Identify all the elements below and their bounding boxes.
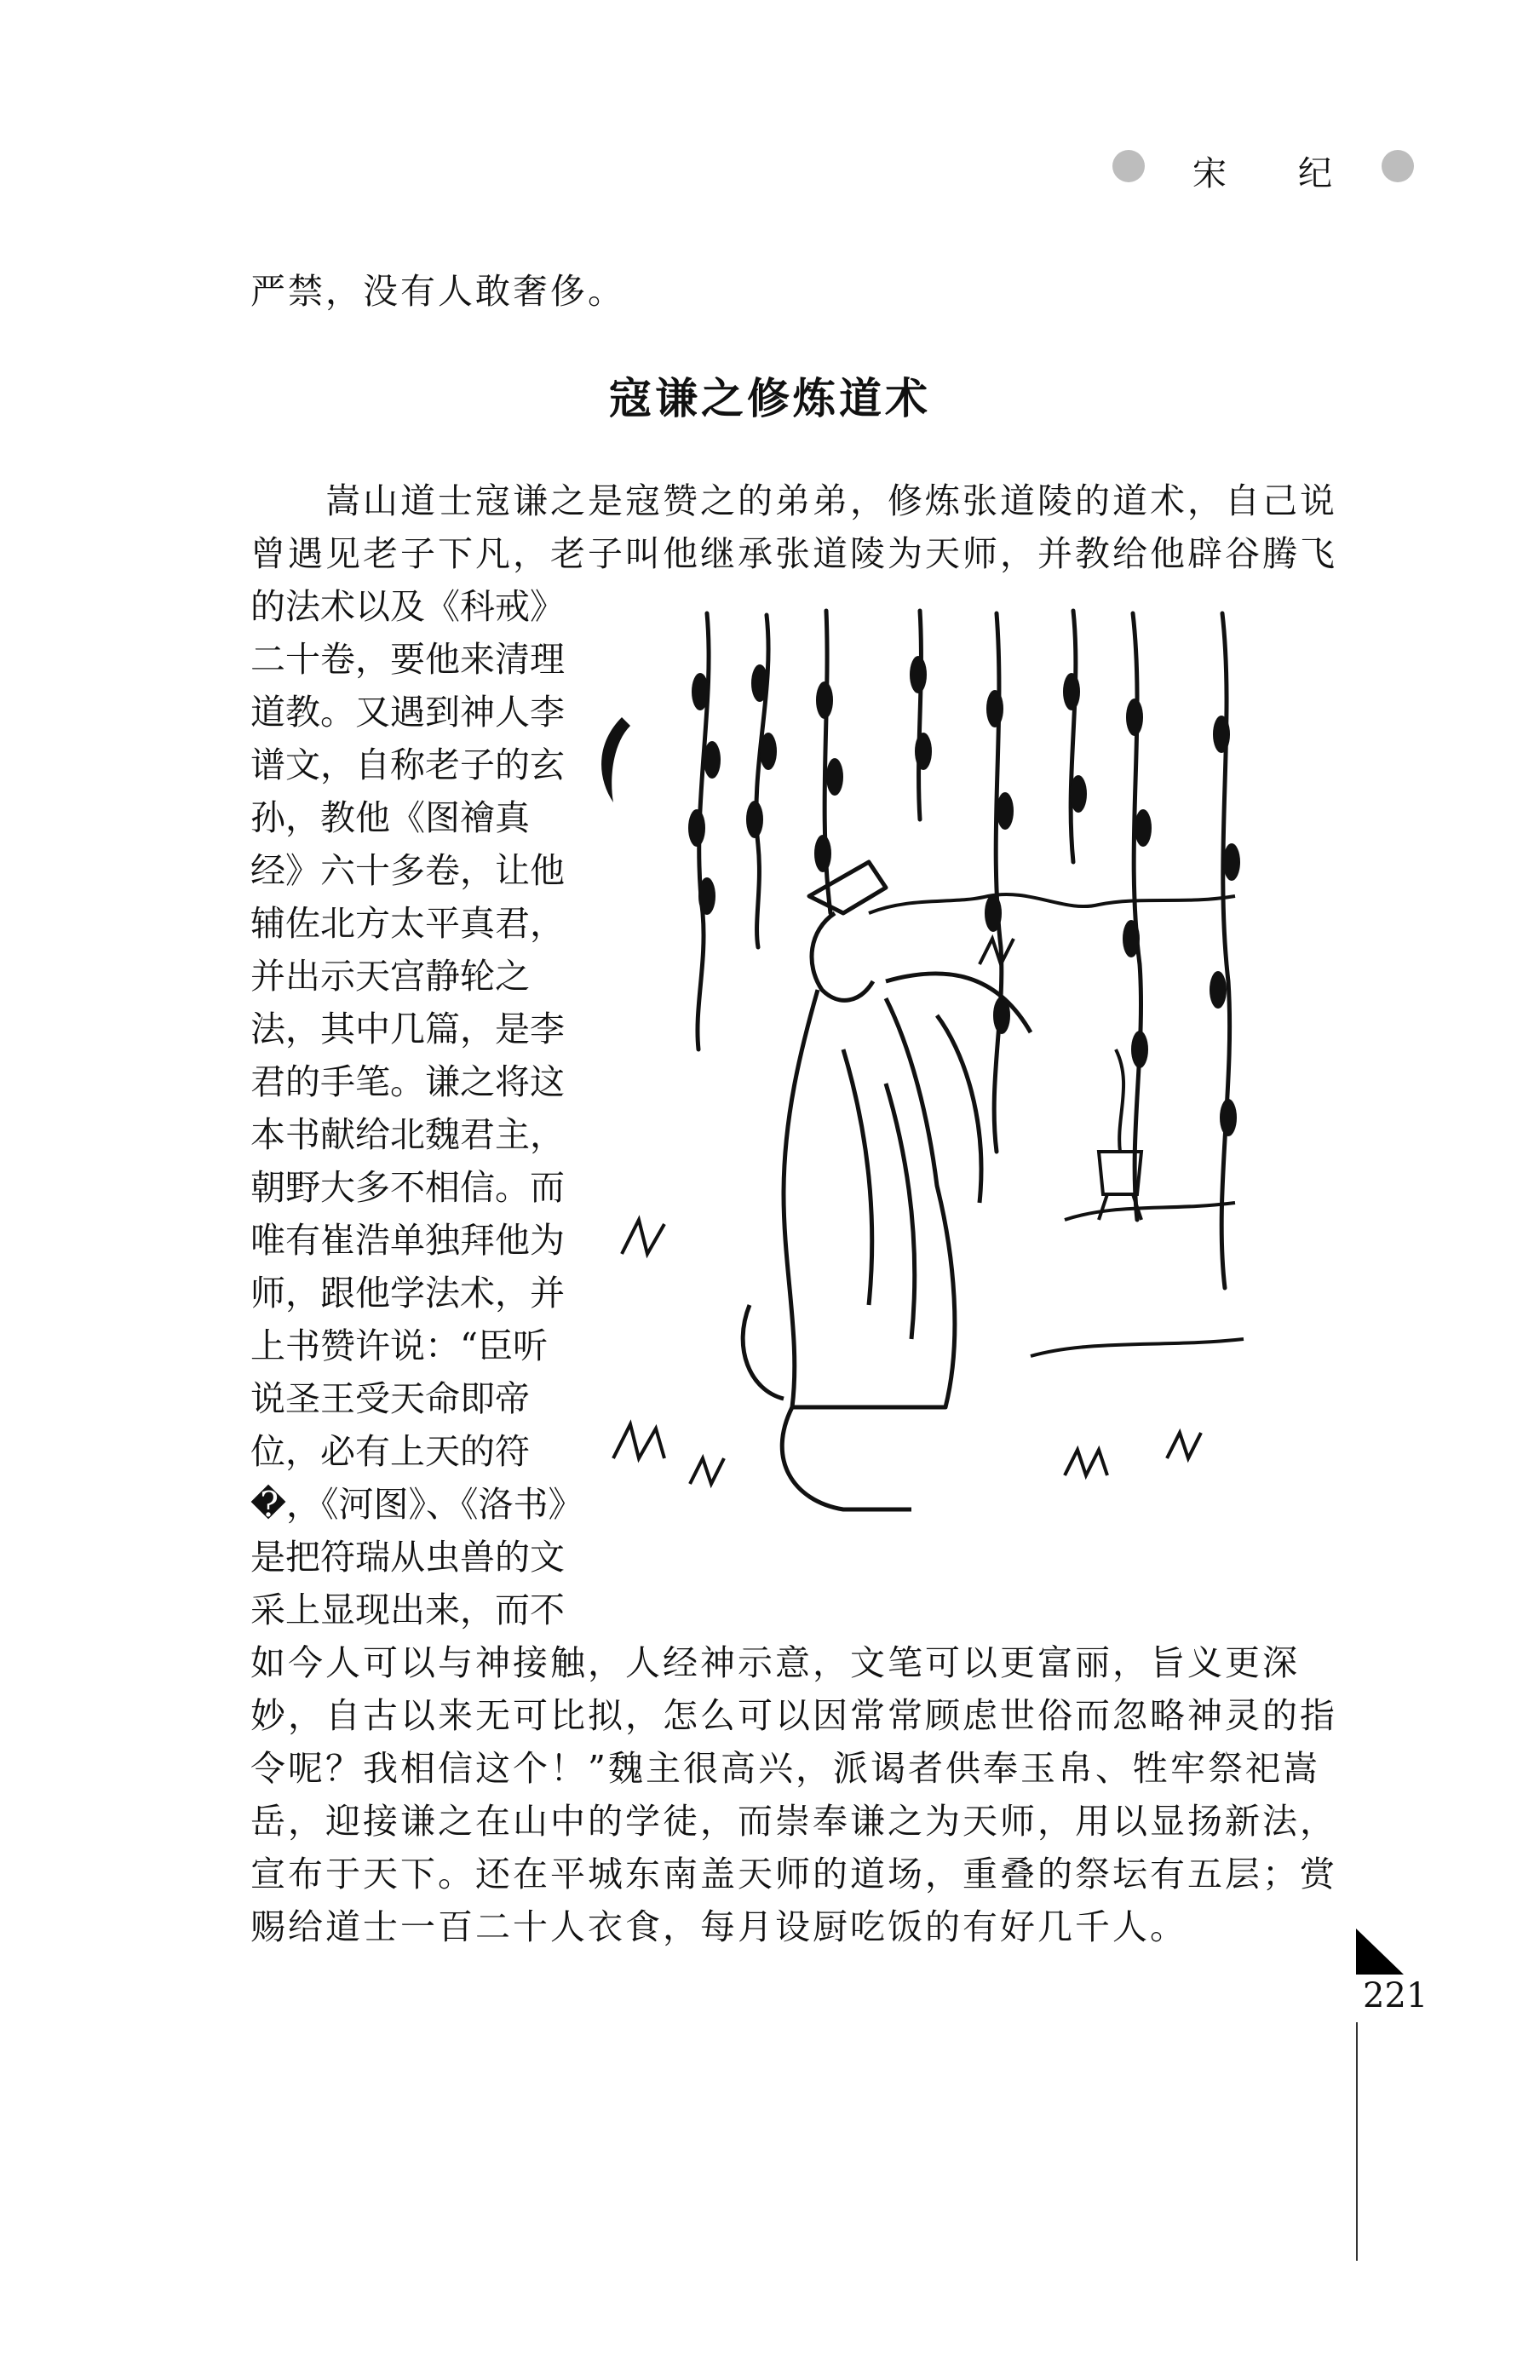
narrow-line: 经》六十多卷，让他 bbox=[250, 850, 565, 891]
crescent-moon bbox=[601, 717, 630, 802]
narrow-line: 朝野大多不相信。而 bbox=[250, 1167, 565, 1208]
page-corner-marker bbox=[1356, 1929, 1404, 1975]
body-line: 如今人可以与神接触，人经神示意，文笔可以更富丽，旨义更深 bbox=[250, 1642, 1300, 1683]
narrow-line: 法，其中几篇，是李 bbox=[250, 1009, 565, 1049]
narrow-line: 说圣王受天命即帝 bbox=[250, 1378, 530, 1419]
running-header bbox=[0, 141, 1540, 193]
narrow-line: �，《河图》、《洛书》 bbox=[250, 1484, 583, 1525]
top-line: 严禁，没有人敢奢侈。 bbox=[250, 271, 625, 312]
narrow-line: 的法术以及《科戒》 bbox=[250, 586, 565, 627]
narrow-line: 唯有崔浩单独拜他为 bbox=[250, 1220, 565, 1261]
narrow-line: 孙，教他《图禬真 bbox=[250, 797, 530, 838]
figure bbox=[743, 862, 1031, 1509]
margin-rule bbox=[1356, 2022, 1358, 2261]
narrow-line: 上书赞许说：“臣听 bbox=[250, 1325, 548, 1366]
body-line: 赐给道士一百二十人衣食，每月设厨吃饭的有好几千人。 bbox=[250, 1906, 1187, 1947]
narrow-line: 本书献给北魏君主， bbox=[250, 1114, 565, 1155]
narrow-line: 位，必有上天的符 bbox=[250, 1431, 530, 1472]
page-number: 221 bbox=[1363, 1976, 1428, 2015]
header-dot-left bbox=[1112, 150, 1145, 182]
body-line: 岳，迎接谦之在山中的学徒，而崇奉谦之为天师，用以显扬新法， bbox=[250, 1801, 1337, 1842]
body-line: 曾遇见老子下凡，老子叫他继承张道陵为天师，并教给他辟谷腾飞 bbox=[250, 533, 1337, 574]
body-line: 妙，自古以来无可比拟，怎么可以因常常顾虑世俗而忽略神灵的指 bbox=[250, 1695, 1337, 1736]
willow-branches bbox=[698, 611, 1230, 1288]
header-char-1: 宋 bbox=[1192, 154, 1227, 193]
header-char-2: 纪 bbox=[1298, 154, 1332, 193]
narrow-line: 谱文，自称老子的玄 bbox=[250, 744, 565, 785]
narrow-line: 君的手笔。谦之将这 bbox=[250, 1061, 565, 1102]
narrow-line: 并出示天宫静轮之 bbox=[250, 956, 530, 997]
section-title: 寇谦之修炼道术 bbox=[609, 374, 931, 423]
body-line: 嵩山道士寇谦之是寇赞之的弟弟，修炼张道陵的道术，自己说 bbox=[250, 480, 1337, 521]
body-line: 令呢？我相信这个！”魏主很高兴，派谒者供奉玉帛、牲牢祭祀嵩 bbox=[250, 1748, 1320, 1789]
narrow-line: 采上显现出来，而不 bbox=[250, 1590, 565, 1630]
narrow-line: 师，跟他学法术，并 bbox=[250, 1273, 565, 1314]
narrow-line: 道教。又遇到神人李 bbox=[250, 692, 565, 733]
header-dot-right bbox=[1382, 150, 1414, 182]
narrow-line: 二十卷，要他来清理 bbox=[250, 639, 565, 680]
narrow-line: 是把符瑞从虫兽的文 bbox=[250, 1537, 565, 1578]
daoist-illustration bbox=[588, 606, 1261, 1586]
body-line: 宣布于天下。还在平城东南盖天师的道场，重叠的祭坛有五层；赏 bbox=[250, 1854, 1337, 1894]
narrow-line: 辅佐北方太平真君， bbox=[250, 903, 565, 944]
